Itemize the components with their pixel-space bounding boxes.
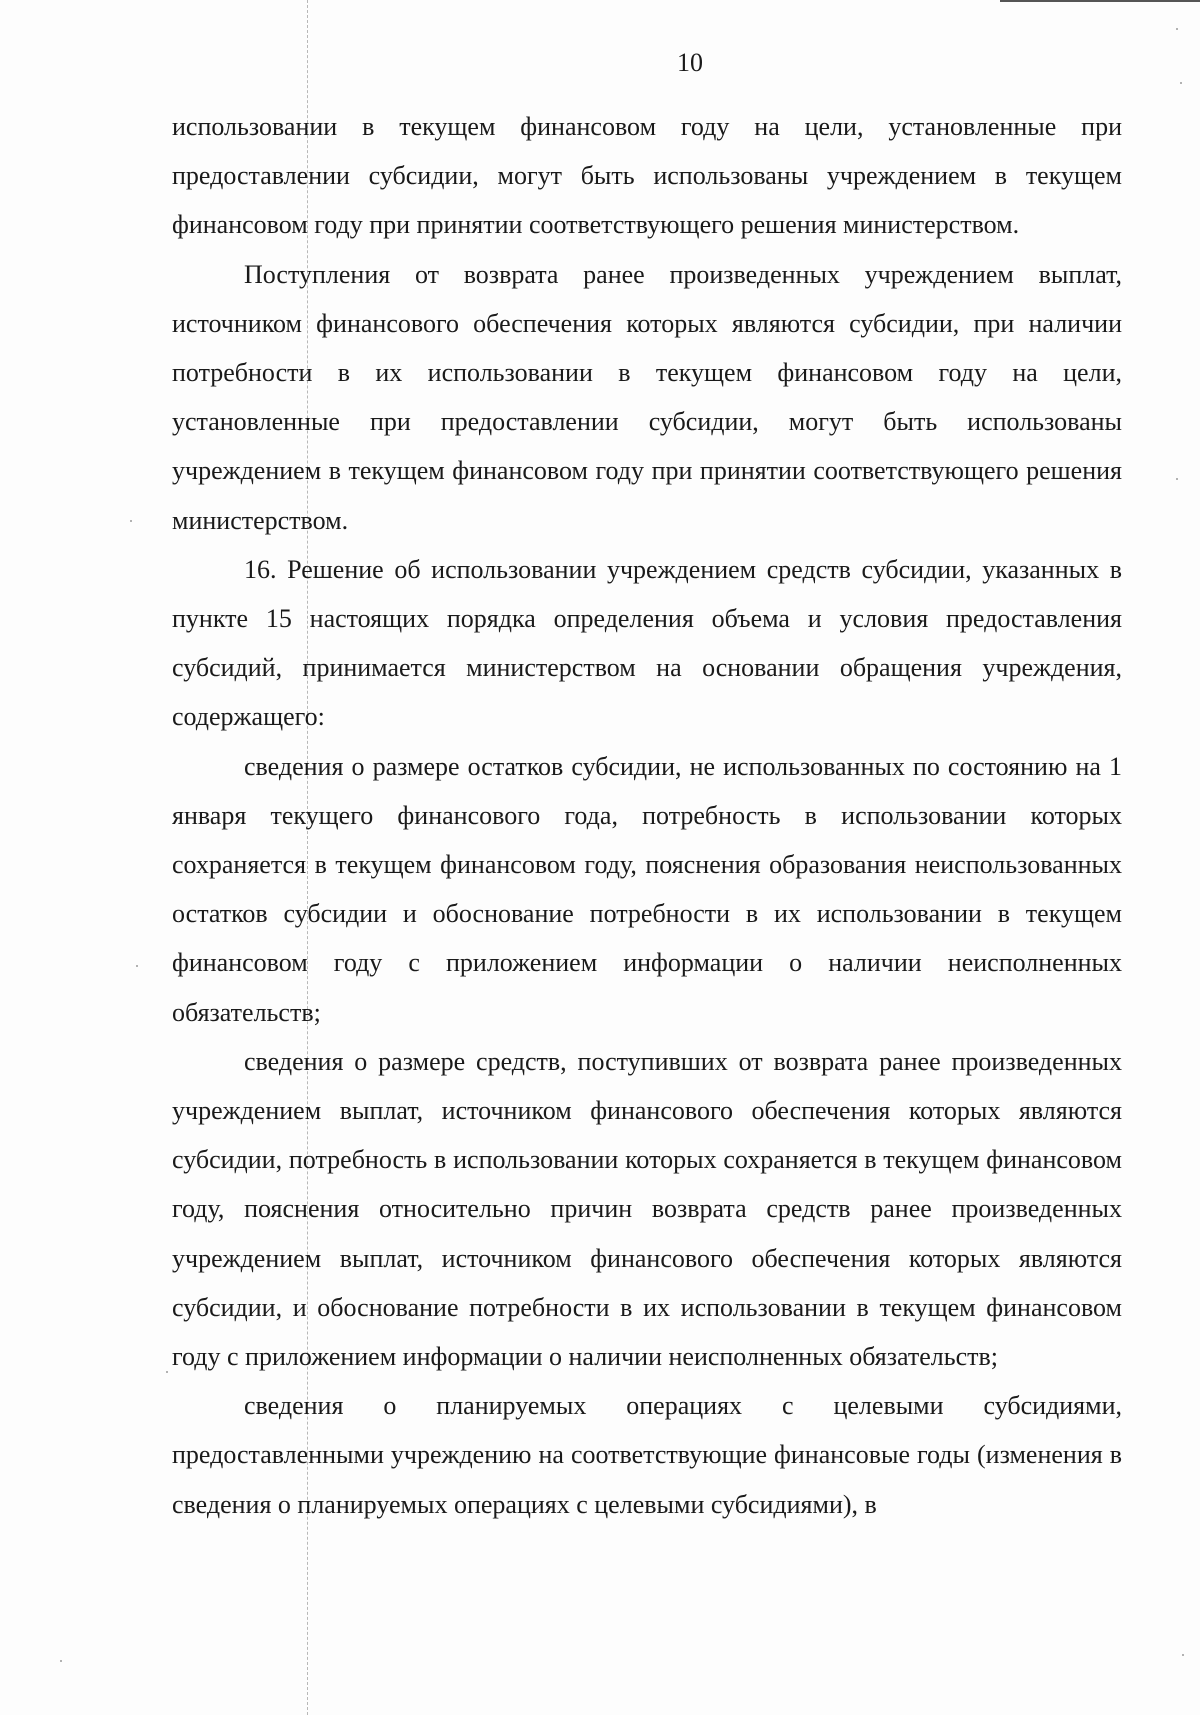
scan-top-rule: [1000, 0, 1200, 2]
paragraph-returns: Поступления от возврата ранее произведенных учреждением выплат, источником финансового обеспечения которых являются субсидии, при наличии потребности в их использовании в текущем финансовом году на цели, установленные при предоставлении субсидии, могут быть использованы учреждением в текущем финансовом году при принятии соответствующего решения министерством.: [172, 259, 1122, 535]
paragraph-returned-funds-info: сведения о размере средств, поступивших от возврата ранее произведенных учреждением выплат, источником финансового обеспечения которых являются субсидии, потребность в использовании которых сохраняется в текущем финансовом году, пояснения относительно причин возврата средств ранее произведенных учреждением выплат, источником финансового обеспечения которых являются субсидии, и обоснование потребности в их использовании в текущем финансовом году с приложением информации о наличии неисполненных обязательств;: [172, 1046, 1122, 1372]
body-text: [172, 102, 1122, 1529]
paragraph-item-16: 16. Решение об использовании учреждением средств субсидии, указанных в пункте 15 настоящих порядка определения объема и условия предоставления субсидий, принимается министерством на основании обращения учреждения, содержащего:: [172, 554, 1122, 732]
paragraph-continuation: использовании в текущем финансовом году на цели, установленные при предоставлении субсидии, могут быть использованы учреждением в текущем финансовом году при принятии соответствующего решения министерством.: [172, 112, 1122, 240]
paragraph-remainders-info: сведения о размере остатков субсидии, не использованных по состоянию на 1 января текущего финансового года, потребность в использовании которых сохраняется в текущем финансовом году, пояснения образования неиспользованных остатков субсидии и обоснование потребности в их использовании в текущем финансовом году с приложением информации о наличии неисполненных обязательств;: [172, 751, 1122, 1027]
scan-speck: [1180, 82, 1182, 84]
scan-speck: [130, 520, 132, 522]
scan-speck: [1176, 478, 1178, 480]
scan-speck: [166, 1371, 168, 1373]
scan-speck: [1176, 28, 1178, 30]
scan-speck: [136, 965, 138, 967]
page-number: 10: [677, 48, 703, 77]
scan-speck: [60, 1660, 62, 1662]
scan-speck: [1182, 1654, 1184, 1656]
paragraph-planned-operations: сведения о планируемых операциях с целевыми субсидиями, предоставленными учреждению на соответствующие финансовые годы (изменения в сведения о планируемых операциях с целевыми субсидиями), в: [172, 1391, 1122, 1519]
